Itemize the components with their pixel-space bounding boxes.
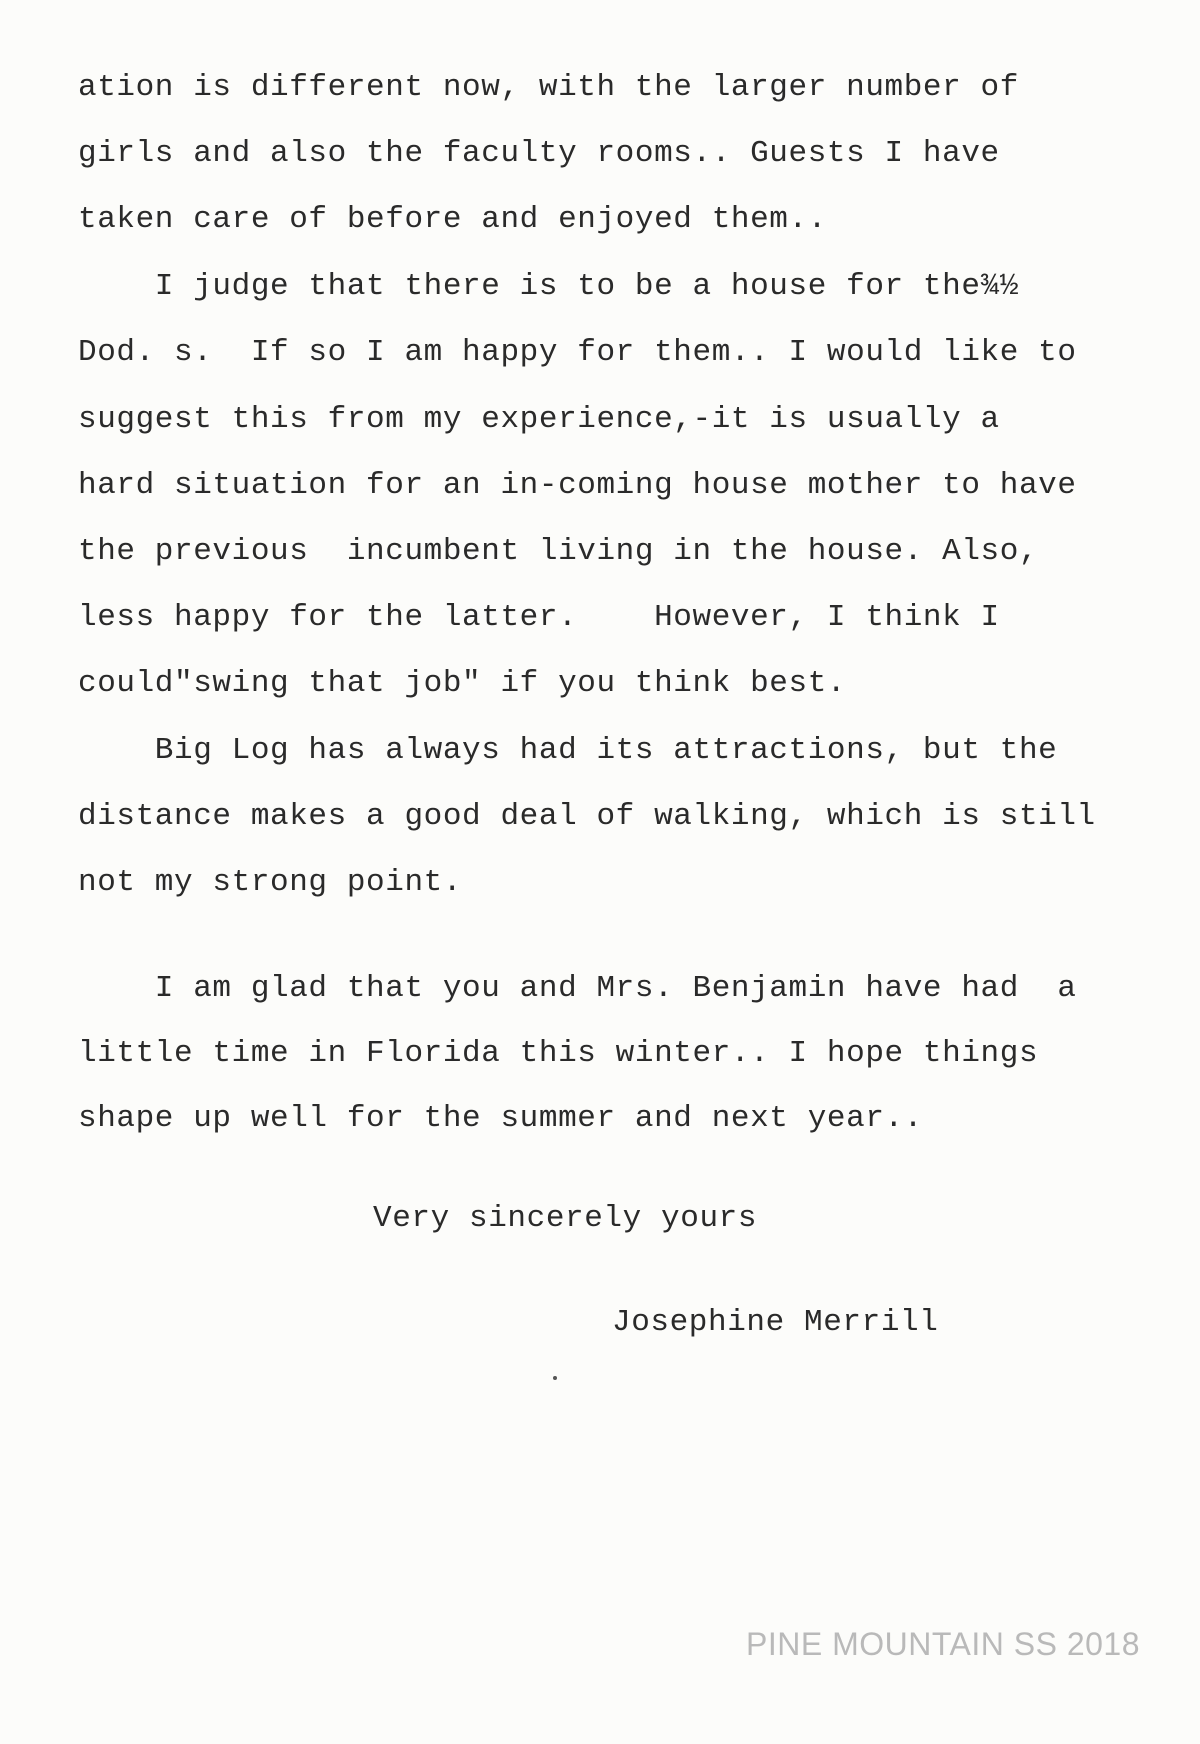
letter-line: I judge that there is to be a house for the¾½ [78, 269, 1019, 304]
letter-line: shape up well for the summer and next year.. [78, 1101, 923, 1136]
letter-line: I am glad that you and Mrs. Benjamin have had a [78, 971, 1077, 1006]
letter-line: the previous incumbent living in the house. Also, [78, 534, 1039, 569]
letter-line: taken care of before and enjoyed them.. [78, 202, 827, 237]
letter-line: ation is different now, with the larger number of [78, 70, 1019, 105]
letter-line: Big Log has always had its attractions, but the [78, 733, 1058, 768]
letter-line: little time in Florida this winter.. I hope things [78, 1036, 1039, 1071]
letter-line: could"swing that job" if you think best. [78, 666, 847, 701]
letter-line: girls and also the faculty rooms.. Guests I have [78, 136, 1000, 171]
letter-line: distance makes a good deal of walking, which is still [78, 799, 1096, 834]
letter-body [78, 68, 1158, 1136]
letter-line: suggest this from my experience,-it is usually a [78, 402, 1000, 437]
watermark: PINE MOUNTAIN SS 2018 [745, 1626, 1140, 1662]
letter-closing: Very sincerely yours [373, 1201, 758, 1236]
letter-line: less happy for the latter. However, I think I [78, 600, 1000, 635]
letter-line: not my strong point. [78, 865, 463, 900]
ink-speck [553, 1376, 557, 1380]
letter-line: Dod. s. If so I am happy for them.. I would like to [78, 335, 1077, 370]
letter-line: hard situation for an in-coming house mother to have [78, 468, 1077, 503]
letter-signature: Josephine Merrill [612, 1305, 939, 1340]
